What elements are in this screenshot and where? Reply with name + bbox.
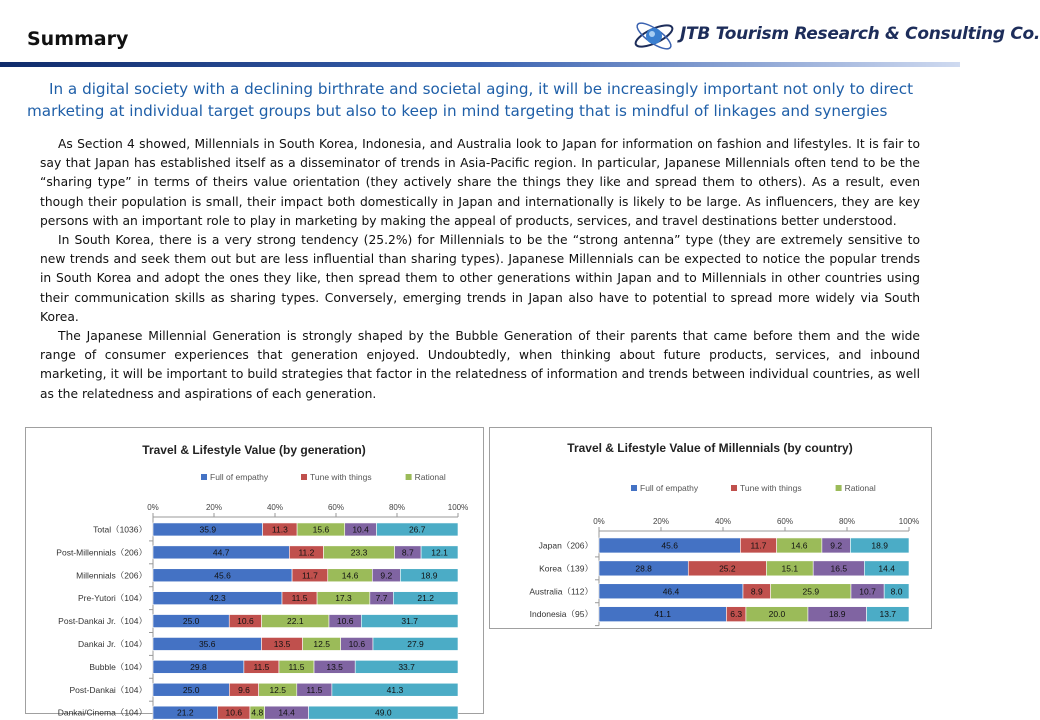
data-label: 18.9	[871, 540, 888, 551]
data-label: 45.6	[661, 540, 678, 551]
tick-label: 20%	[205, 503, 223, 512]
data-label: 20.0	[768, 609, 786, 620]
data-label: 11.7	[750, 540, 767, 551]
data-label: 9.6	[238, 684, 250, 695]
tick-label: 80%	[388, 503, 406, 512]
tick-label: 80%	[838, 517, 856, 526]
body-text	[40, 135, 920, 404]
legend-swatch	[631, 485, 637, 491]
data-label: 35.9	[199, 524, 217, 535]
data-label: 31.7	[401, 616, 418, 627]
legend-swatch	[406, 474, 412, 480]
data-label: 11.5	[288, 661, 305, 672]
data-label: 8.0	[890, 586, 903, 597]
tick-label: 40%	[266, 503, 284, 512]
legend-label: Full of empathy	[640, 483, 699, 493]
data-label: 15.6	[312, 524, 330, 535]
data-label: 13.5	[273, 638, 291, 649]
legend-label: Rational	[844, 483, 876, 493]
data-label: 14.6	[790, 540, 808, 551]
data-label: 17.3	[335, 593, 352, 604]
category-label: Millennials（206）	[76, 570, 147, 581]
tick-label: 60%	[327, 503, 345, 512]
data-label: 10.6	[237, 616, 254, 627]
data-label: 6.3	[730, 609, 743, 620]
data-label: 14.6	[341, 570, 359, 581]
data-label: 9.2	[380, 570, 393, 581]
tick-label: 20%	[652, 517, 670, 526]
chart-title: Travel & Lifestyle Value (by generation)	[142, 443, 366, 457]
country-chart-svg	[490, 428, 931, 628]
data-label: 8.7	[401, 547, 414, 558]
data-label: 35.6	[198, 638, 216, 649]
data-label: 10.6	[225, 707, 243, 718]
data-label: 9.2	[830, 540, 843, 551]
data-label: 25.0	[182, 616, 200, 627]
data-label: 10.6	[348, 638, 366, 649]
category-label: Total（1036）	[93, 524, 147, 535]
data-label: 29.8	[190, 661, 207, 672]
data-label: 10.7	[859, 586, 876, 597]
category-label: Dankai Jr.（104）	[78, 638, 147, 649]
headline: In a digital society with a declining birthrate and societal aging, it will be increasingly important not only to direct marketing at individual target groups but also to keep in mind targeting that is mindful of linkages and synergies	[27, 80, 914, 120]
data-label: 25.0	[182, 684, 200, 695]
data-label: 28.8	[635, 563, 652, 574]
data-label: 45.6	[214, 570, 231, 581]
tick-label: 60%	[776, 517, 794, 526]
legend-swatch	[201, 474, 207, 480]
chart-title: Travel & Lifestyle Value of Millennials (by country)	[567, 441, 853, 455]
data-label: 41.3	[386, 684, 404, 695]
data-label: 11.5	[253, 661, 270, 672]
data-label: 14.4	[878, 563, 895, 574]
data-label: 13.5	[326, 661, 343, 672]
category-label: Japan（206）	[538, 540, 593, 551]
data-label: 26.7	[408, 524, 426, 535]
data-label: 49.0	[375, 707, 392, 718]
logo-text: JTB Tourism Research & Consulting Co.	[680, 24, 1040, 44]
data-label: 27.9	[407, 638, 424, 649]
globe-logo-icon	[630, 14, 678, 58]
data-label: 25.2	[719, 563, 736, 574]
paragraph: In South Korea, there is a very strong tendency (25.2%) for Millennials to be the “strong antenna” type (they are extremely sensitive to new trends and seek them out but are less influential than sharing types). Japanese Millennials can be expected to notice the popular trends in South Korea and adopt the ones they like, then spread them to other generations within Japan and to Millennials in other countries using their communication skills as sharing types. Conversely, emerging trends in Japan also have to potential to spread more widely via South Korea.	[40, 233, 920, 324]
data-label: 46.4	[662, 586, 680, 597]
category-label: Post-Dankai（104）	[69, 684, 147, 695]
paragraph: As Section 4 showed, Millennials in South Korea, Indonesia, and Australia look to Japan for information on fashion and lifestyles. It is fair to say that Japan has established itself as a disseminator of trends in Asia-Pacific region. In particular, Japanese Millennials often tend to be the “sharing type” in terms of theirs value orientation (they actively share the things they like and spread them to others). As a result, even though their population is small, their impact both domestically in Japan and internationally is likely to be large. As influencers, they are key persons with an important role to play in marketing by making the appeal of products, services, and travel destinations better understood.	[40, 137, 920, 228]
tick-label: 0%	[147, 503, 159, 512]
data-label: 14.4	[278, 707, 295, 718]
tick-label: 100%	[447, 503, 469, 512]
data-label: 21.2	[177, 707, 194, 718]
header-rule	[0, 62, 960, 67]
category-label: Korea（139）	[539, 563, 593, 574]
data-label: 10.4	[352, 524, 369, 535]
data-label: 21.2	[417, 593, 434, 604]
data-label: 12.1	[431, 547, 448, 558]
page-title: Summary	[27, 28, 129, 50]
data-label: 4.8	[251, 707, 264, 718]
legend-label: Tune with things	[740, 483, 802, 493]
data-label: 18.9	[420, 570, 438, 581]
data-label: 33.7	[398, 661, 415, 672]
data-label: 12.5	[269, 684, 286, 695]
data-label: 15.1	[781, 563, 799, 574]
tick-label: 100%	[898, 517, 920, 526]
category-label: Post-Dankai Jr.（104）	[58, 616, 147, 627]
company-logo	[630, 14, 1040, 58]
category-label: Dankai/Cinema（104）	[57, 707, 147, 718]
legend-label: Tune with things	[310, 472, 372, 482]
data-label: 8.9	[750, 586, 763, 597]
category-label: Pre-Yutori（104）	[78, 593, 147, 604]
data-label: 25.9	[802, 586, 820, 597]
generation-chart-svg	[26, 428, 483, 718]
data-label: 11.3	[271, 524, 288, 535]
data-label: 44.7	[212, 547, 230, 558]
legend-label: Full of empathy	[210, 472, 269, 482]
category-label: Bubble（104）	[89, 661, 147, 672]
data-label: 12.5	[313, 638, 330, 649]
legend-swatch	[731, 485, 737, 491]
category-label: Post-Millennials（206）	[56, 547, 147, 558]
data-label: 7.7	[375, 593, 388, 604]
data-label: 22.1	[287, 616, 304, 627]
data-label: 18.9	[828, 609, 846, 620]
category-label: Indonesia（95）	[529, 609, 593, 620]
data-label: 11.7	[301, 570, 318, 581]
legend-swatch	[836, 485, 842, 491]
data-label: 11.5	[306, 684, 323, 695]
data-label: 11.5	[291, 593, 308, 604]
legend-label: Rational	[414, 472, 446, 482]
paragraph: The Japanese Millennial Generation is strongly shaped by the Bubble Generation of their parents that came before them and the wide range of consumer experiences that generation enjoyed. Undoubtedly, when thinking about future products, services, and inbound marketing, it will be important to build strategies that factor in the relatedness of information and trends between individual countries, as well as the relatedness and aspirations of each generation.	[40, 329, 920, 401]
data-label: 23.3	[350, 547, 368, 558]
tick-label: 0%	[593, 517, 605, 526]
data-label: 16.5	[830, 563, 848, 574]
country-chart	[489, 427, 932, 629]
data-label: 13.7	[879, 609, 897, 620]
generation-chart	[25, 427, 484, 718]
data-label: 10.6	[336, 616, 354, 627]
tick-label: 40%	[714, 517, 732, 526]
legend-swatch	[301, 474, 307, 480]
data-label: 11.2	[298, 547, 315, 558]
data-label: 41.1	[654, 609, 671, 620]
category-label: Australia（112）	[529, 586, 593, 597]
data-label: 42.3	[209, 593, 226, 604]
